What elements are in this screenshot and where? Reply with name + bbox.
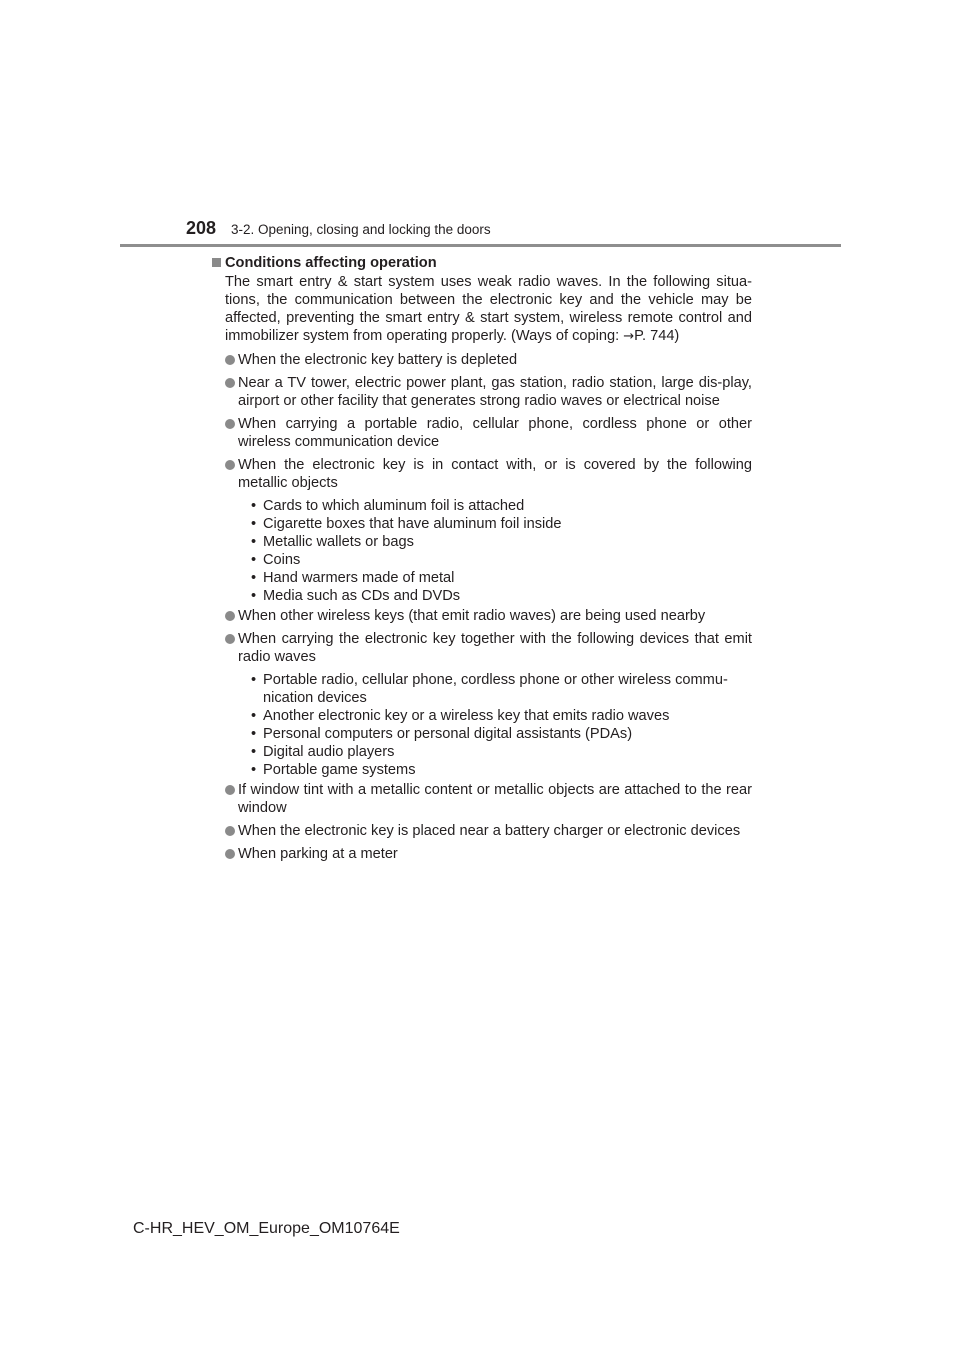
- circle-bullet-icon: [225, 355, 235, 365]
- section-title: 3-2. Opening, closing and locking the doors: [231, 222, 491, 237]
- section-heading: [212, 254, 752, 272]
- circle-bullet-icon: [225, 460, 235, 470]
- list-item-text: When the electronic key is placed near a battery charger or electronic devices: [238, 823, 741, 839]
- intro-text: The smart entry & start system uses weak radio waves. In the following situa-tions, the communication between the electronic key and the vehicle may be affected, preventing the smart entry & start system, wireless remote control and immobilizer system from operating properly. (Ways of coping:: [225, 274, 752, 344]
- sub-list-item: • Coins: [251, 551, 752, 569]
- square-bullet-icon: [212, 258, 221, 267]
- sub-list-item: • Portable game systems: [251, 761, 752, 779]
- page-number: 208: [186, 218, 217, 238]
- metallic-objects-list: [212, 497, 752, 605]
- page-content: [212, 254, 752, 863]
- radio-devices-list: [212, 671, 752, 779]
- list-item-text: When the electronic key battery is depleted: [238, 352, 518, 368]
- sub-list-item: • Cards to which aluminum foil is attached: [251, 497, 752, 515]
- circle-bullet-icon: [225, 419, 235, 429]
- list-item: [212, 374, 752, 410]
- page-reference-link[interactable]: P. 744): [634, 328, 680, 344]
- list-item-text: Near a TV tower, electric power plant, gas station, radio station, large dis-play, airport or other facility that generates strong radio waves or electrical noise: [238, 375, 752, 409]
- sub-list-item: • Cigarette boxes that have aluminum foil inside: [251, 515, 752, 533]
- list-item: [212, 456, 752, 492]
- sub-list-item: • Metallic wallets or bags: [251, 533, 752, 551]
- list-item: [212, 781, 752, 817]
- arrow-right-icon: →: [623, 329, 635, 344]
- list-item: [212, 415, 752, 451]
- sub-list-item: • Media such as CDs and DVDs: [251, 587, 752, 605]
- circle-bullet-icon: [225, 378, 235, 388]
- circle-bullet-icon: [225, 785, 235, 795]
- list-item: [212, 351, 752, 369]
- list-item-text: When parking at a meter: [238, 846, 398, 862]
- sub-list-item: • Portable radio, cellular phone, cordless phone or other wireless commu-nication devices: [251, 671, 752, 707]
- list-item-text: When carrying a portable radio, cellular phone, cordless phone or other wireless communication device: [238, 416, 752, 450]
- heading-text: Conditions affecting operation: [225, 255, 437, 271]
- sub-list-item: • Hand warmers made of metal: [251, 569, 752, 587]
- list-item-text: When the electronic key is in contact with, or is covered by the following metallic objects: [238, 457, 752, 491]
- list-item: [212, 845, 752, 863]
- header-divider: [120, 244, 841, 247]
- circle-bullet-icon: [225, 849, 235, 859]
- sub-list-item: • Another electronic key or a wireless key that emits radio waves: [251, 707, 752, 725]
- circle-bullet-icon: [225, 611, 235, 621]
- sub-list-item: • Digital audio players: [251, 743, 752, 761]
- list-item-text: When carrying the electronic key together with the following devices that emit radio waves: [238, 631, 752, 665]
- list-item: [212, 822, 752, 840]
- sub-list-item: • Personal computers or personal digital assistants (PDAs): [251, 725, 752, 743]
- list-item: [212, 607, 752, 625]
- list-item-text: When other wireless keys (that emit radio waves) are being used nearby: [238, 608, 706, 624]
- document-code: C-HR_HEV_OM_Europe_OM10764E: [133, 1220, 400, 1237]
- circle-bullet-icon: [225, 826, 235, 836]
- list-item-text: If window tint with a metallic content or metallic objects are attached to the rear window: [238, 782, 752, 816]
- circle-bullet-icon: [225, 634, 235, 644]
- list-item: [212, 630, 752, 666]
- intro-paragraph: [212, 273, 752, 346]
